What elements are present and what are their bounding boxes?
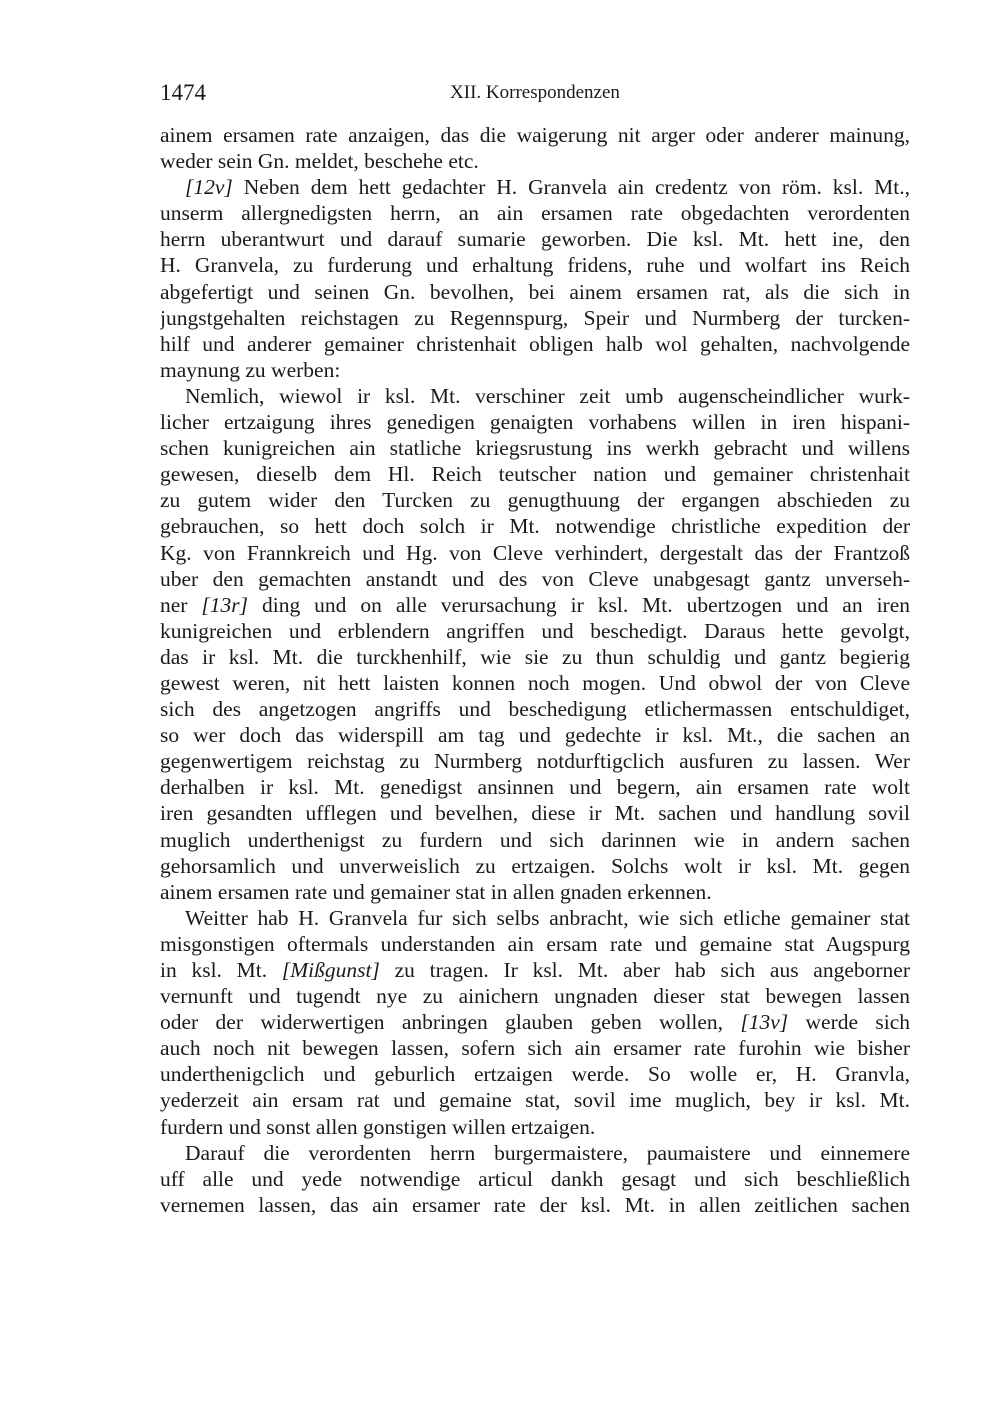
text-run: zu tragen. Ir ksl. Mt. aber hab sich aus angeborner xyxy=(379,958,910,982)
text-run: das ir ksl. Mt. die turckhenhilf, wie sie zu thun schuldig und gantz begierig xyxy=(160,644,910,669)
running-header xyxy=(160,78,910,108)
text-run: misgonstigen oftermals understanden ain ersam rate und gemaine stat Augspurg xyxy=(160,931,910,956)
text-line xyxy=(160,905,910,931)
text-run: oder der widerwertigen anbringen glauben geben wollen, xyxy=(160,1010,741,1035)
text-line xyxy=(160,1087,910,1113)
text-line xyxy=(160,1192,910,1218)
text-line xyxy=(160,174,910,200)
text-line xyxy=(160,540,910,566)
text-line xyxy=(160,696,910,722)
text-line xyxy=(160,122,910,148)
text-line xyxy=(160,644,910,670)
text-run: uber den gemachten anstandt und des von Cleve unabgesagt gantz unverseh- xyxy=(160,566,910,591)
text-line xyxy=(160,461,910,487)
text-run: hilf und anderer gemainer christenhait obligen halb wol gehalten, nachvolgende xyxy=(160,331,910,356)
text-run: kunigreichen und erblendern angriffen und beschedigt. Daraus hette gevolgt, xyxy=(160,618,910,643)
text-run: gewesen, dieselb dem Hl. Reich teutscher nation und gemainer christenhait xyxy=(160,462,910,487)
text-line xyxy=(160,983,910,1009)
text-run: yederzeit ain ersam rat und gemaine stat, sovil ime muglich, bey ir ksl. Mt. xyxy=(160,1088,910,1113)
text-line xyxy=(160,1009,910,1035)
text-line xyxy=(160,148,910,174)
text-run: jungstgehalten reichstagen zu Regennspurg, Speir und Nurmberg der turcken- xyxy=(160,305,910,330)
text-run: ding und on alle verursachung ir ksl. Mt. ubertzogen und an iren xyxy=(248,592,910,617)
text-line xyxy=(160,722,910,748)
text-line xyxy=(160,931,910,957)
text-line xyxy=(160,592,910,618)
text-line xyxy=(160,748,910,774)
text-line xyxy=(160,513,910,539)
paragraph xyxy=(160,1140,910,1218)
text-run: in ksl. Mt. xyxy=(160,958,282,982)
body-text xyxy=(160,122,910,1218)
paragraph xyxy=(160,383,910,905)
folio-marker: [13v] xyxy=(740,1010,789,1035)
text-line xyxy=(160,305,910,331)
text-run: Neben dem hett gedachter H. Granvela ain credentz von röm. ksl. Mt., xyxy=(232,175,910,200)
text-line xyxy=(160,331,910,357)
text-run: schen kunigreichen ain statliche kriegsrustung ins werkh gebracht und willens xyxy=(160,436,910,461)
text-run: weder sein Gn. meldet, beschehe etc. xyxy=(160,149,479,174)
text-run: Weitter hab H. Granvela fur sich selbs anbracht, wie sich etliche gemainer stat xyxy=(185,905,910,930)
text-run: werde sich xyxy=(788,1010,910,1035)
text-run: Darauf die verordenten herrn burgermaistere, paumaistere und einnemere xyxy=(185,1140,910,1165)
text-line xyxy=(160,774,910,800)
text-line xyxy=(160,1035,910,1061)
text-run: H. Granvela, zu furderung und erhaltung fridens, ruhe und wolfart ins Reich xyxy=(160,253,910,278)
text-run: ner xyxy=(160,592,202,617)
text-run: vernunft und tugendt nye zu ainichern ungnaden dieser stat bewegen lassen xyxy=(160,984,910,1009)
text-line xyxy=(160,435,910,461)
text-line xyxy=(160,383,910,409)
text-run: Kg. von Frannkreich und Hg. von Cleve verhindert, dergestalt das der Frantzoß xyxy=(160,540,910,565)
text-line xyxy=(160,1140,910,1166)
text-run: gehorsamlich und unverweislich zu ertzaigen. Solchs wolt ir ksl. Mt. gegen xyxy=(160,853,910,878)
text-run: gegenwertigem reichstag zu Nurmberg notdurftigclich ausfuren zu lassen. Wer xyxy=(160,749,910,774)
text-run: underthenigclich und geburlich ertzaigen werde. So wolle er, H. Granvla, xyxy=(160,1062,910,1087)
text-line xyxy=(160,409,910,435)
text-run: ainem ersamen rate anzaigen, das die waigerung nit arger oder anderer mainung, xyxy=(160,123,910,147)
text-run: sich des angetzogen angriffs und beschedigung etlichermassen entschuldiget, xyxy=(160,697,910,722)
paragraph xyxy=(160,122,910,174)
text-line xyxy=(160,957,910,983)
text-line xyxy=(160,279,910,305)
text-run: muglich underthenigst zu furdern und sich darinnen wie in andern sachen xyxy=(160,827,910,852)
text-run: so wer doch das widerspill am tag und gedechte ir ksl. Mt., die sachen an xyxy=(160,723,910,748)
text-run: zu gutem wider den Turcken zu genugthuung der ergangen abschieden zu xyxy=(160,488,910,513)
text-line xyxy=(160,670,910,696)
text-run: auch noch nit bewegen lassen, sofern sich ain ersamer rate furohin wie bisher xyxy=(160,1036,910,1061)
text-line xyxy=(160,566,910,592)
text-line xyxy=(160,1166,910,1192)
text-line xyxy=(160,200,910,226)
text-run: licher ertzaigung ihres genedigen genaigten vorhabens willen in iren hispani- xyxy=(160,410,910,435)
text-run: uff alle und yede notwendige articul dankh gesagt und sich beschließlich xyxy=(160,1166,910,1191)
text-run: furdern und sonst allen gonstigen willen ertzaigen. xyxy=(160,1114,596,1139)
text-line xyxy=(160,879,910,905)
page-number: 1474 xyxy=(160,80,206,105)
text-run: gewest weren, nit hett laisten konnen noch mogen. Und obwol der von Cleve xyxy=(160,670,910,695)
text-run: maynung zu werben: xyxy=(160,357,341,382)
section-title: XII. Korrespondenzen xyxy=(450,82,620,103)
text-line xyxy=(160,800,910,826)
text-line xyxy=(160,357,910,383)
folio-marker: [13r] xyxy=(201,592,249,617)
text-line xyxy=(160,487,910,513)
paragraph xyxy=(160,174,910,383)
text-run: gebrauchen, so hett doch solch ir Mt. notwendige christliche expedition der xyxy=(160,514,910,539)
text-run: Nemlich, wiewol ir ksl. Mt. verschiner zeit umb augenscheindlicher wurk- xyxy=(185,383,910,408)
text-line xyxy=(160,226,910,252)
text-run: unserm allergnedigsten herrn, an ain ersamen rate obgedachten verordenten xyxy=(160,201,910,226)
text-line xyxy=(160,853,910,879)
text-line xyxy=(160,618,910,644)
text-run: abgefertigt und seinen Gn. bevolhen, bei ainem ersamen rat, als die sich in xyxy=(160,279,910,304)
folio-marker: [Mißgunst] xyxy=(281,958,380,982)
text-line xyxy=(160,1061,910,1087)
text-run: herrn uberantwurt und darauf sumarie geworben. Die ksl. Mt. hett ine, den xyxy=(160,227,910,252)
text-run: vernemen lassen, das ain ersamer rate der ksl. Mt. in allen zeitlichen sachen xyxy=(160,1192,910,1217)
text-run: iren gesandten ufflegen und bevelhen, diese ir Mt. sachen und handlung sovil xyxy=(160,801,910,826)
text-line xyxy=(160,1114,910,1140)
text-line xyxy=(160,827,910,853)
text-run: ainem ersamen rate und gemainer stat in allen gnaden erkennen. xyxy=(160,879,712,904)
text-run: derhalben ir ksl. Mt. genedigst ansinnen und begern, ain ersamen rate wolt xyxy=(160,775,910,800)
paragraph xyxy=(160,905,910,1140)
folio-marker: [12v] xyxy=(185,175,233,200)
text-line xyxy=(160,252,910,278)
